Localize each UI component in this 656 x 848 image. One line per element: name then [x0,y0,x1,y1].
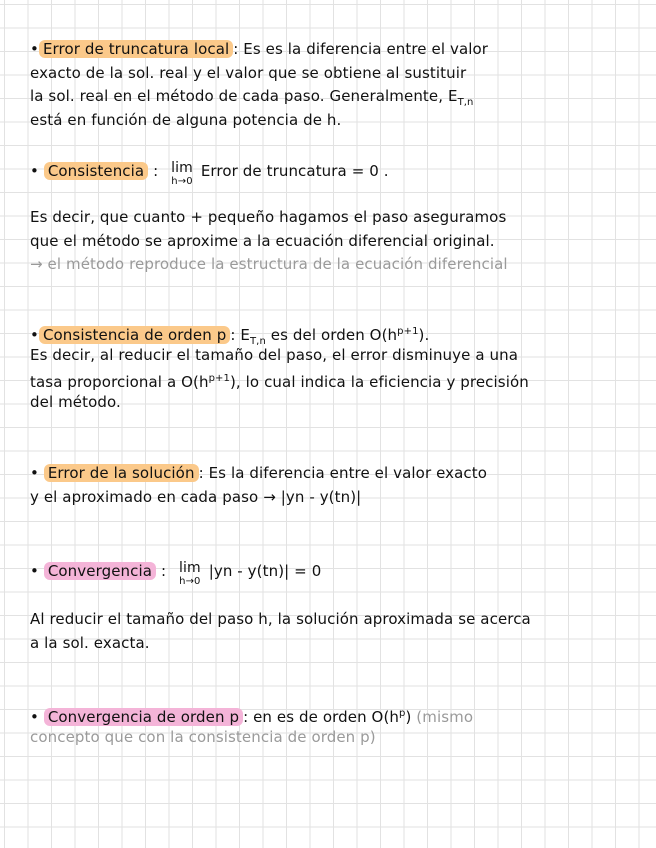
bullet: • [30,464,39,482]
term-truncation-error: Error de truncatura local [39,40,233,58]
section-convergence: • Convergencia : lim h→0 |yn - y(tn)| = 0 [30,560,322,587]
limit-notation: lim h→0 [178,560,201,587]
term-solution-error: Error de la solución [44,464,199,482]
convergence-explanation: Al reducir el tamaño del paso h, la solución aproximada se acerca a la sol. exacta. [30,610,531,652]
term-convergence-order: Convergencia de orden p [44,708,243,726]
section-consistency-order: • Consistencia de orden p : $E_{T,n}$ es del orden $O(h^{p+1})$. Es decir, al reducir el tamaño del paso, el error disminuye a una tasa proporcional a $O(h^{p+1})$, lo cual indica la eficiencia y precisión del método. [30,326,529,411]
term-convergence: Convergencia [44,562,156,580]
section-solution-error: • Error de la solución : Es la diferencia entre el valor exacto y el aproximado en cada paso → |yn - y(tn)| [30,464,488,506]
bullet: • [30,326,39,344]
consistency-explanation: Es decir, que cuanto + pequeño hagamos el paso aseguramos que el método se aproxime a la ecuación diferencial original. → el método reproduce la estructura de la ecuación diferencial [30,208,508,273]
bullet: • [30,162,39,180]
limit-notation: lim h→0 [171,160,193,187]
term-consistency: Consistencia [44,162,148,180]
section-truncation-error: • Error de truncatura local : Es es la diferencia entre el valor exacto de la sol. real y el valor que se obtiene al sustituir la sol. real en el método de cada paso. Generalmente, $E_{T,n}$ está en función de alguna potencia de h. [30,40,489,129]
term-consistency-order: Consistencia de orden p [39,326,230,344]
bullet: • [30,562,39,580]
section-consistency: • Consistencia : lim h→0 Error de truncatura = 0 . [30,160,389,187]
bullet: • [30,708,39,726]
bullet: • [30,40,39,58]
section-convergence-order: • Convergencia de orden p : en es de orden $O(h^p)$ (mismo concepto que con la consistencia de orden p) [30,708,474,746]
